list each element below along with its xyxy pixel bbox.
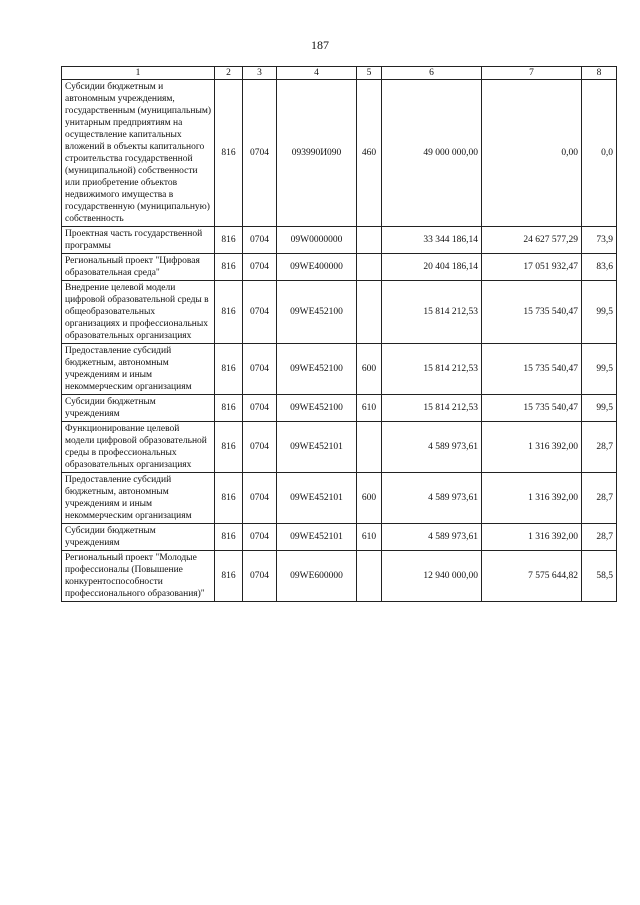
row-percent: 83,6 [582, 254, 617, 281]
table-row [62, 524, 617, 551]
row-executed: 1 316 392,00 [482, 473, 582, 524]
row-name: Региональный проект "Цифровая образовательная среда" [62, 254, 215, 281]
column-header: 3 [243, 67, 277, 80]
row-planned: 15 814 212,53 [382, 344, 482, 395]
row-section: 0704 [243, 395, 277, 422]
row-expense-type [357, 254, 382, 281]
row-target-article: 09WE452101 [277, 422, 357, 473]
table-row [62, 227, 617, 254]
row-ved: 816 [215, 281, 243, 344]
row-ved: 816 [215, 227, 243, 254]
row-name: Субсидии бюджетным и автономным учреждениям, государственным (муниципальным) унитарным предприятиям на осуществление капитальных вложений в объекты капитального строительства государственной (муниципальной) собственности или приобретение объектов недвижимого имущества в государственную (муниципальную) собственность [62, 80, 215, 227]
row-target-article: 09WE400000 [277, 254, 357, 281]
row-planned: 12 940 000,00 [382, 551, 482, 602]
row-percent: 28,7 [582, 422, 617, 473]
row-section: 0704 [243, 344, 277, 395]
row-planned: 4 589 973,61 [382, 524, 482, 551]
row-section: 0704 [243, 254, 277, 281]
row-expense-type: 460 [357, 80, 382, 227]
row-target-article: 093990И090 [277, 80, 357, 227]
row-executed: 15 735 540,47 [482, 395, 582, 422]
row-target-article: 09WE452101 [277, 473, 357, 524]
row-executed: 24 627 577,29 [482, 227, 582, 254]
row-executed: 17 051 932,47 [482, 254, 582, 281]
row-target-article: 09WE452101 [277, 524, 357, 551]
column-header: 6 [382, 67, 482, 80]
row-executed: 0,00 [482, 80, 582, 227]
row-ved: 816 [215, 80, 243, 227]
row-target-article: 09WE452100 [277, 344, 357, 395]
column-header: 1 [62, 67, 215, 80]
table-row [62, 254, 617, 281]
row-ved: 816 [215, 422, 243, 473]
row-executed: 15 735 540,47 [482, 344, 582, 395]
row-ved: 816 [215, 254, 243, 281]
row-percent: 99,5 [582, 395, 617, 422]
row-name: Функционирование целевой модели цифровой образовательной среды в профессиональных образовательных организациях [62, 422, 215, 473]
row-expense-type [357, 227, 382, 254]
row-name: Проектная часть государственной программы [62, 227, 215, 254]
row-target-article: 09WE452100 [277, 395, 357, 422]
row-ved: 816 [215, 395, 243, 422]
row-name: Региональный проект "Молодые профессионалы (Повышение конкурентоспособности профессионального образования)" [62, 551, 215, 602]
row-expense-type: 610 [357, 395, 382, 422]
row-target-article: 09W0000000 [277, 227, 357, 254]
row-percent: 58,5 [582, 551, 617, 602]
row-planned: 4 589 973,61 [382, 422, 482, 473]
column-header: 2 [215, 67, 243, 80]
row-planned: 4 589 973,61 [382, 473, 482, 524]
row-name: Субсидии бюджетным учреждениям [62, 395, 215, 422]
row-ved: 816 [215, 524, 243, 551]
row-section: 0704 [243, 551, 277, 602]
row-name: Субсидии бюджетным учреждениям [62, 524, 215, 551]
row-expense-type: 610 [357, 524, 382, 551]
row-planned: 15 814 212,53 [382, 281, 482, 344]
budget-table [61, 66, 617, 602]
row-planned: 20 404 186,14 [382, 254, 482, 281]
row-percent: 99,5 [582, 344, 617, 395]
row-expense-type [357, 551, 382, 602]
row-name: Предоставление субсидий бюджетным, автономным учреждениям и иным некоммерческим организациям [62, 473, 215, 524]
row-expense-type: 600 [357, 344, 382, 395]
row-percent: 28,7 [582, 473, 617, 524]
row-planned: 33 344 186,14 [382, 227, 482, 254]
row-percent: 0,0 [582, 80, 617, 227]
row-name: Внедрение целевой модели цифровой образовательной среды в общеобразовательных организациях и профессиональных образовательных организациях [62, 281, 215, 344]
table-header-row [62, 67, 617, 80]
column-header: 5 [357, 67, 382, 80]
row-section: 0704 [243, 473, 277, 524]
row-ved: 816 [215, 344, 243, 395]
row-executed: 7 575 644,82 [482, 551, 582, 602]
row-executed: 1 316 392,00 [482, 524, 582, 551]
page-number: 187 [311, 38, 329, 52]
table-row [62, 80, 617, 227]
row-executed: 1 316 392,00 [482, 422, 582, 473]
row-expense-type [357, 281, 382, 344]
row-planned: 49 000 000,00 [382, 80, 482, 227]
table-row [62, 473, 617, 524]
table-row [62, 344, 617, 395]
row-ved: 816 [215, 473, 243, 524]
row-planned: 15 814 212,53 [382, 395, 482, 422]
row-expense-type: 600 [357, 473, 382, 524]
row-percent: 28,7 [582, 524, 617, 551]
row-percent: 99,5 [582, 281, 617, 344]
row-section: 0704 [243, 524, 277, 551]
row-ved: 816 [215, 551, 243, 602]
column-header: 4 [277, 67, 357, 80]
table-row [62, 422, 617, 473]
table-row [62, 395, 617, 422]
row-section: 0704 [243, 281, 277, 344]
column-header: 8 [582, 67, 617, 80]
row-name: Предоставление субсидий бюджетным, автономным учреждениям и иным некоммерческим организациям [62, 344, 215, 395]
row-section: 0704 [243, 227, 277, 254]
column-header: 7 [482, 67, 582, 80]
row-expense-type [357, 422, 382, 473]
row-target-article: 09WE452100 [277, 281, 357, 344]
table-row [62, 551, 617, 602]
table-row [62, 281, 617, 344]
row-target-article: 09WE600000 [277, 551, 357, 602]
row-percent: 73,9 [582, 227, 617, 254]
row-section: 0704 [243, 80, 277, 227]
row-section: 0704 [243, 422, 277, 473]
row-executed: 15 735 540,47 [482, 281, 582, 344]
